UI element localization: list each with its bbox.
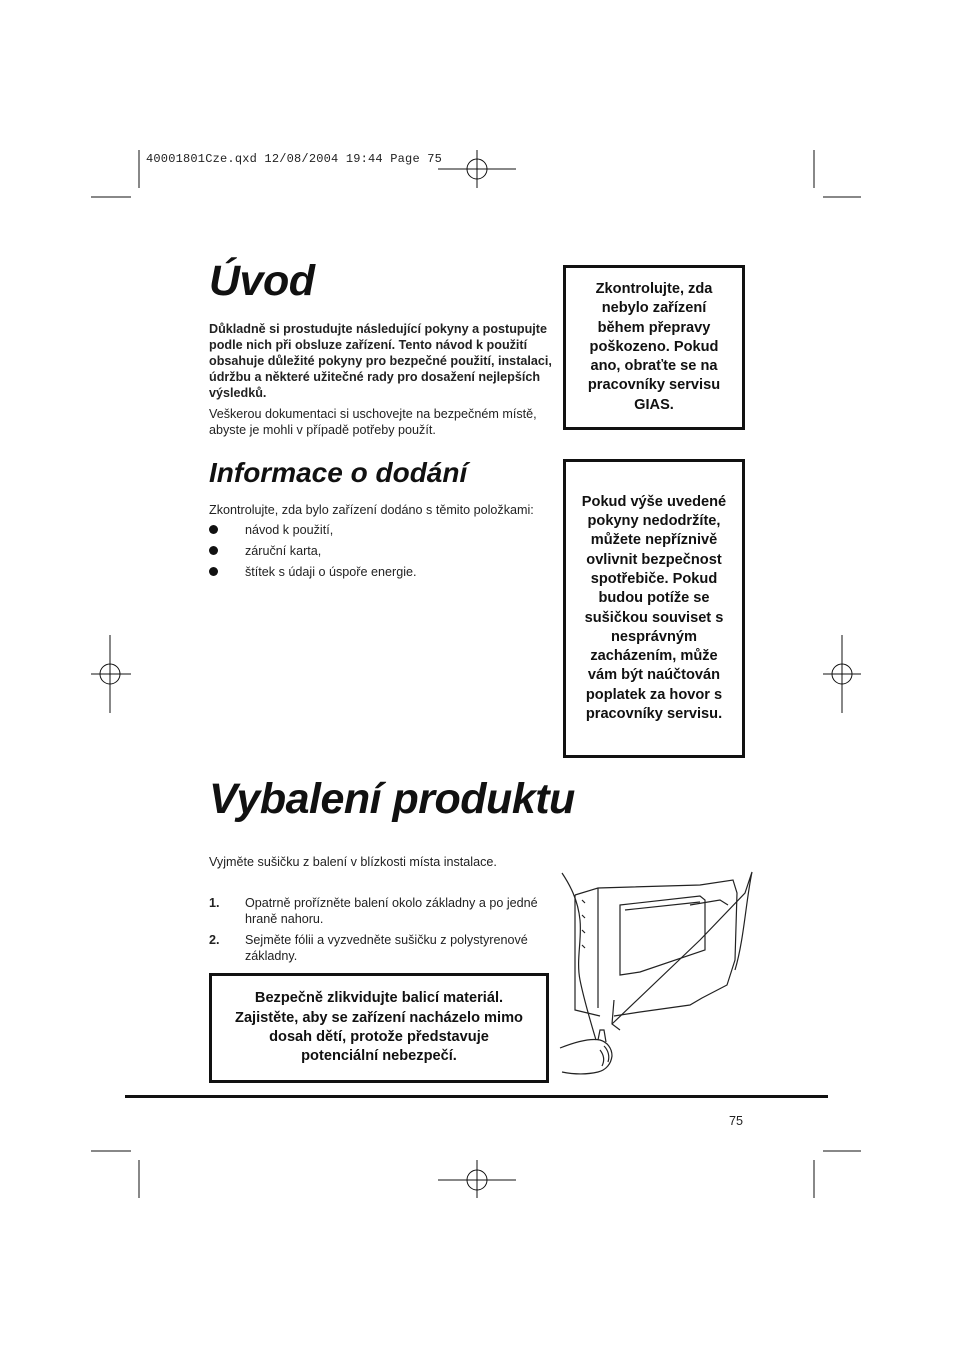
delivery-title: Informace o dodání bbox=[209, 457, 468, 488]
page-number: 75 bbox=[729, 1114, 744, 1128]
uvod-intro-bold: Důkladně si prostudujte následující pokyny a postupujte podle nich při obsluze zařízení. Tento návod k použití obsahuje důležité pokyny pro bezpečné použití, instalaci, údržbu a některé užitečné rady pro dosažení nejlepších výsledků. bbox=[209, 322, 552, 400]
unpacking-title: Vybalení produktu bbox=[209, 775, 575, 823]
warning-box-safety-text: Pokud výše uvedené pokyny nedodržíte, můžete nepříznivě ovlivnit bezpečnost spotřebiče. Pokud budou potíže se sušičkou souviset s nesprávným zacházením, může vám být naúčtován poplatek za hovor s pracovníky servisu. bbox=[581, 493, 727, 722]
warning-box-transport bbox=[563, 265, 745, 430]
footer-rule bbox=[125, 1095, 828, 1098]
bullet-icon bbox=[209, 525, 218, 534]
bullet-icon bbox=[209, 546, 218, 555]
unpacking-illustration bbox=[560, 872, 752, 1074]
unpacking-lead: Vyjměte sušičku z balení v blízkosti místa instalace. bbox=[209, 855, 497, 869]
delivery-items bbox=[209, 522, 554, 585]
warning-box-packaging bbox=[209, 973, 549, 1083]
list-item: návod k použití, bbox=[209, 522, 554, 538]
delivery-lead: Zkontrolujte, zda bylo zařízení dodáno s těmito položkami: bbox=[209, 503, 534, 517]
list-item: 1. Opatrně prořízněte balení okolo základny a po jedné hraně nahoru. bbox=[209, 896, 538, 926]
list-item: záruční karta, bbox=[209, 543, 554, 559]
uvod-title: Úvod bbox=[209, 257, 315, 305]
unpacking-steps bbox=[209, 895, 554, 969]
list-item: 2. Sejměte fólii a vyzvedněte sušičku z polystyrenové základny. bbox=[209, 933, 528, 963]
warning-box-transport-text: Zkontrolujte, zda nebylo zařízení během přepravy poškozeno. Pokud ano, obraťte se na pracovníky servisu GIAS. bbox=[587, 280, 721, 413]
warning-box-safety bbox=[563, 459, 745, 758]
bullet-icon bbox=[209, 567, 218, 576]
file-slug: 40001801Cze.qxd 12/08/2004 19:44 Page 75 bbox=[146, 152, 443, 166]
warning-box-packaging-text: Bezpečně zlikvidujte balicí materiál. Zajistěte, aby se zařízení nacházelo mimo dosah dětí, protože představuje potenciální nebezpečí. bbox=[235, 990, 523, 1065]
uvod-intro-normal: Veškerou dokumentaci si uschovejte na bezpečném místě, abyste je mohli v případě potřeby použít. bbox=[209, 407, 537, 437]
list-item: štítek s údaji o úspoře energie. bbox=[209, 564, 554, 580]
